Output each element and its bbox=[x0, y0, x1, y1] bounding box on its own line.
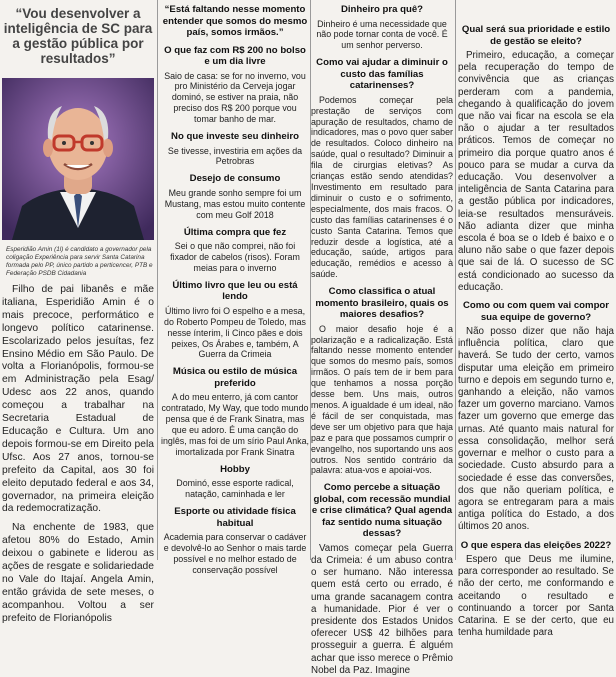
question-heading: Como vai ajudar a diminuir o custo das famílias catarinenses? bbox=[316, 57, 448, 92]
answer-text: Sei o que não comprei, não foi fixador de cabelos (risos). Foram meias para o inverno bbox=[170, 241, 300, 273]
answer-text: Dominó, esse esporte radical, natação, caminhada e ler bbox=[176, 478, 294, 500]
column-quick-answers bbox=[161, 0, 309, 575]
portrait-illustration bbox=[2, 78, 154, 240]
answer-text: Saio de casa: se for no inverno, vou pro Ministério da Cerveja jogar dominó, se estiver na praia, não preciso dos R$ 200 porque vou tomar banho de mar. bbox=[164, 70, 306, 125]
paragraph: Filho de pai libanês e mãe italiana, Esperidião Amin é o mais precoce, performático e longevo político catarinense. Escolarizado pelos jesuítas, fez Ensino Médio em São Paulo. De volta a Florianópolis, formou-se em Administração pela Esag/ Udesc aos 22 anos, quando começou a trabalhar na Secretaria Estadual de Educação e Cultura. Um ano depois formou-se em Direito pela Ufsc. Aos 27 anos, tornou-se prefeito da Capital, aos 30 foi eleito deputado federal e aos 34, governador, na primeira eleição da redemocratização. bbox=[2, 284, 154, 515]
answer-text: Dinheiro é uma necessidade que não pode tornar conta de você. É um senhor perverso. bbox=[316, 18, 448, 51]
answer-text: Podemos começar pela prestação de serviços com apuração de resultados, chamo de indicadores, mas o povo quer saber de resultados. Coloco dinheiro na saúde, qual o resultado? Diminuir a fila de cirurgias eletivas? As crianças estão sendo atendidas? Investimento em resultado para diminuir o custo e o sofrimento, especialmente, dos mais fracos. O custo das famílias catarinenses é o custo Santa Catarina. Temos que reduzir desde a logística, até a educação, saúde, artigos para educação, remédios e acesso à saúde. bbox=[311, 94, 453, 280]
question-heading: Como classifica o atual momento brasileiro, quais os maiores desafios? bbox=[315, 286, 449, 321]
answer-text: Meu grande sonho sempre foi um Mustang, mas estou muito contente com meu Golf 2018 bbox=[164, 187, 306, 220]
question-heading: Última compra que fez bbox=[183, 226, 287, 238]
photo-caption: Esperidião Amin (1l) é candidato a governador pela coligação Experiência para servir Santa Catarina formada pelo PP, único partido a perticencer, PTB e Federação PSDB Cidadania bbox=[6, 246, 153, 277]
column-intro bbox=[2, 0, 154, 624]
question-heading: Último livro que leu ou está lendo bbox=[172, 279, 298, 303]
answer-text: Não posso dizer que não haja influência política, claro que haverá. Se tudo der certo, vamos disputar uma eleição em primeiro turno e depois em segundo turno e, ganhando a eleição, não vamos fazer um governo marciano. Vamos fazer um governo que emerge das urnas. Até quanto mais natural for essa consolidação, melhor será governar e melhor o custo para a sociedade. Custo absurdo para a sociedade é esse das conversões, dos que não queriam política, e agora se entregaram para a mais antiga política do Estado, a dos últimos 20 anos. bbox=[458, 326, 614, 533]
column-interview-b bbox=[458, 0, 614, 639]
answer-text: Academia para conservar o cadáver e devolvê-lo ao Senhor o mais tarde possível e no melhor estado de conservação possível bbox=[163, 532, 307, 575]
answer-text: Se tivesse, investiria em ações da Petrobras bbox=[167, 145, 303, 167]
question-heading: Como ou com quem vai compor sua equipe de governo? bbox=[462, 300, 610, 323]
question-heading: Dinheiro pra quê? bbox=[340, 4, 424, 15]
answer-text: Espero que Deus me ilumine, para corresponder ao resultado. Se não der certo, me conformando e aceitando o resultado e continuando a torcer por Santa Catarina. E se der certo, que eu tenha humildade para bbox=[458, 554, 614, 639]
question-heading: O que espera das eleições 2022? bbox=[460, 539, 612, 551]
answer-text: Primeiro, educação, a começar pela recuperação do tempo de convivência que as crianças perderam com a pandemia, chegando à qualificação do jovem que não vai ficar na escola se ela não o ajudar a ter resultados práticos. Temos de começar no primeiro dia porque quatro anos é pouco para se mudar a curva da educação. Vou desenvolver a inteligência de Santa Catarina para a gestão pública por indicadores, leia-se resultados mensuráveis. Não adianta dizer que minha escola é boa se o Ideb é baixo e o aluno não sabe o que fazer depois que sai de lá. O sucesso de SC está condicionado ao sucesso da educação. bbox=[458, 50, 614, 293]
pull-quote: “Vou desenvolver a inteligência de SC para a gestão pública por resultados” bbox=[3, 6, 153, 66]
answer-text: Vamos começar pela Guerra da Crimeia: é um abuso contra o ser humano. Não interessa quem está certo ou errado, é uma grande sacanagem contra a humanidade. Pior é ver o presidente dos Estados Unidos oferecer US$ 42 bilhões para prosseguir a guerra. É alguém achar que isso merece o Prêmio Nobel da Paz. Imagine bbox=[311, 542, 453, 676]
question-heading: Música ou estilo de música preferido bbox=[172, 366, 298, 389]
question-heading: Qual será sua prioridade e estilo de gestão se eleito? bbox=[461, 24, 611, 47]
answer-text: Último livro foi O espelho e a mesa, do Roberto Pompeu de Toledo, mas nesse ínterim, li Cinco pães e dois peixes, Os Árabes e, também, A Guerra da Crimeia bbox=[164, 305, 306, 360]
answer-text: A do meu enterro, já com cantor contratado, My Way, que todo mundo pensa que é de Frank Sinatra, mas que eu adoro. É uma canção do inglês, mas foi de um sírio Paul Anka, imortalizada por Frank Sinatra bbox=[161, 392, 309, 457]
question-heading: Desejo de consumo bbox=[189, 173, 281, 185]
paragraph: Na enchente de 1983, que afetou 80% do Estado, Amin deixou o gabinete e liderou as ações de resgate e solidariedade no Vale do Itajaí. Angela Amin, então grávida de sete meses, o acompanhou. Voltou a ser prefeito de Florianópolis bbox=[2, 522, 154, 624]
candidate-photo bbox=[2, 78, 154, 240]
column-divider bbox=[157, 0, 158, 560]
pull-quote-secondary: “Está faltando nesse momento entender que somos do mesmo país, somos irmãos.” bbox=[162, 4, 308, 38]
answer-text: O maior desafio hoje é a polarização e a radicalização. Está faltando nesse momento entender que somos do mesmo país, somos irmãos. O país tem de ir bem para que tenhamos a nossa porção desse bem. Uns mais, outros menos. A igualdade é um ideal, não é fácil de ser conquistada, mas deve ser um objetivo para que haja paz e para que possamos cumprir o evangelho, nos suportando uns aos outros. Nos sentido contrário da palavra: atua-vos e apoiai-vos. bbox=[311, 323, 453, 476]
question-heading: Hobby bbox=[220, 463, 250, 475]
column-interview-a bbox=[311, 0, 453, 676]
question-heading: Como percebe a situação global, com recessão mundial e crise climática? Qual agenda faz sentido numa situação dessas? bbox=[311, 482, 453, 540]
question-heading: No que investe seu dinheiro bbox=[171, 131, 299, 143]
question-heading: Esporte ou atividade física habitual bbox=[174, 506, 296, 529]
column-divider bbox=[455, 0, 456, 560]
question-heading: O que faz com R$ 200 no bolso e um dia livre bbox=[164, 44, 306, 67]
